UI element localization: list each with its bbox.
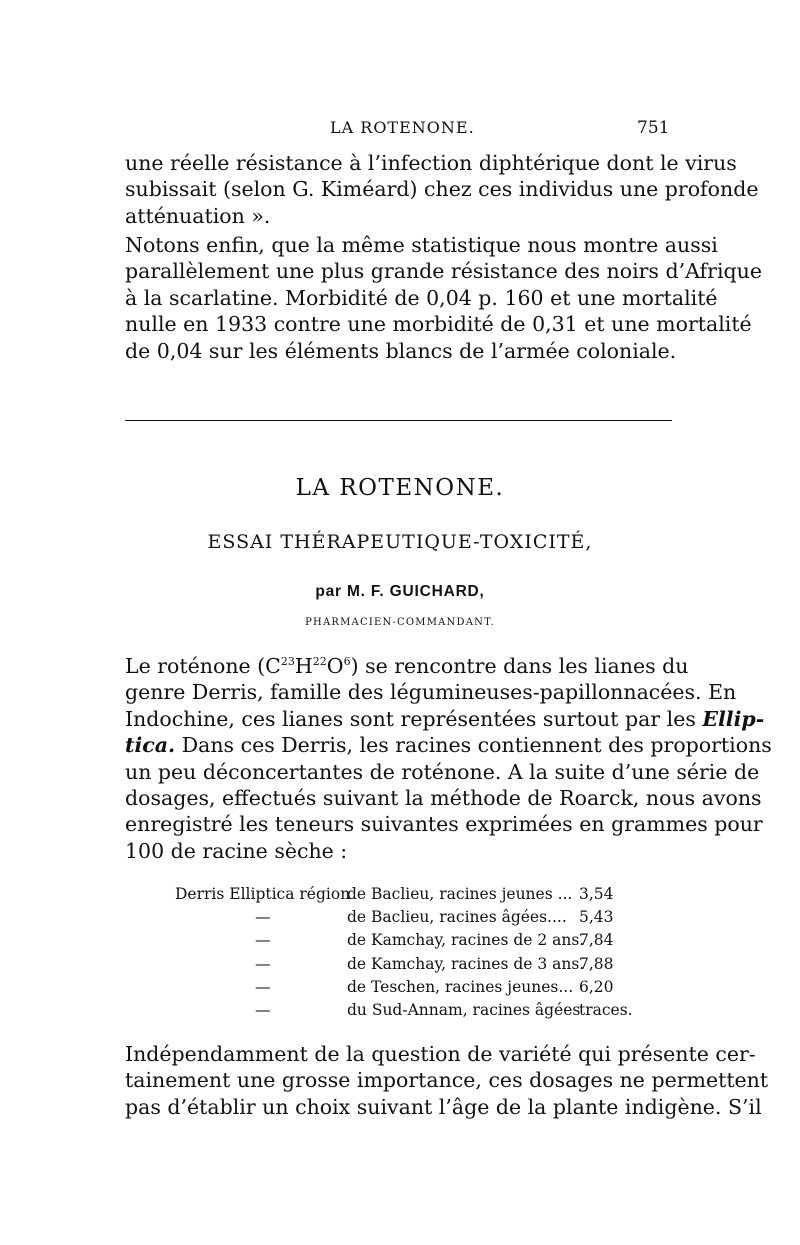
table-cell-value: 7,84: [579, 931, 614, 950]
text-line: subissait (selon G. Kiméard) chez ces individus une profonde: [125, 177, 759, 202]
text-line: nulle en 1933 contre une morbidité de 0,31 et une mortalité: [125, 312, 752, 337]
running-title: LA ROTENONE.: [330, 118, 475, 137]
table-cell-dash: —: [255, 908, 271, 927]
table-row: [175, 906, 635, 929]
text-line: atténuation ».: [125, 203, 271, 228]
table-cell-description: de Baclieu, racines âgées....: [347, 908, 567, 927]
text-fragment: Dans ces Derris, les racines contiennent des proportions: [175, 733, 772, 758]
text-line: tainement une grosse importance, ces dosages ne permettent: [125, 1068, 769, 1093]
text-fragment: Le roténone (C: [125, 654, 281, 678]
text-line: Indépendamment de la question de variété qui présente cer-: [125, 1042, 756, 1066]
section-divider: [125, 420, 672, 421]
text-line: [125, 732, 772, 758]
table-cell-description: de Baclieu, racines jeunes ...: [347, 885, 573, 903]
paragraph-diphtheria: [125, 150, 759, 229]
text-line: à la scarlatine. Morbidité de 0,04 p. 160 et une mortalité: [125, 285, 718, 310]
table-cell-description: de Teschen, racines jeunes...: [347, 977, 574, 996]
text-fragment: H: [294, 654, 313, 678]
text-fragment: O: [326, 654, 344, 678]
species-name: Ellip-: [702, 706, 765, 731]
rotenone-content-table: [175, 883, 635, 1022]
text-line: de 0,04 sur les éléments blancs de l’armée coloniale.: [125, 338, 677, 363]
page-number: 751: [637, 118, 670, 138]
table-cell-value: traces.: [579, 1000, 633, 1019]
text-line: une réelle résistance à l’infection diphtérique dont le virus: [125, 151, 737, 175]
text-fragment: Indochine, ces lianes sont représentées surtout par les: [125, 706, 703, 731]
text-line: genre Derris, famille des légumineuses-papillonnacées. En: [125, 680, 737, 705]
text-line: [125, 653, 689, 679]
text-line: un peu déconcertantes de roténone. A la suite d’une série de: [125, 759, 760, 784]
table-cell-dash: —: [255, 1000, 271, 1019]
text-line: parallèlement une plus grande résistance des noirs d’Afrique: [125, 259, 762, 284]
paragraph-rotenone-intro: [125, 653, 772, 864]
text-line: dosages, effectués suivant la méthode de Roarck, nous avons: [125, 786, 762, 811]
table-cell-value: 3,54: [579, 885, 614, 903]
article-subtitle: ESSAI THÉRAPEUTIQUE-TOXICITÉ,: [207, 531, 593, 553]
table-cell-value: 6,20: [579, 977, 614, 996]
table-row: [175, 929, 635, 952]
table-cell-value: 5,43: [579, 908, 614, 927]
text-line: enregistré les teneurs suivantes exprimées en grammes pour: [125, 812, 763, 837]
table-cell-dash: —: [255, 931, 271, 950]
table-cell-description: de Kamchay, racines de 3 ans.: [347, 954, 585, 973]
table-cell-dash: —: [255, 977, 271, 996]
table-cell-dash: —: [255, 954, 271, 973]
formula-subscript: 22: [312, 655, 327, 669]
formula-subscript: 23: [280, 655, 295, 669]
table-row: [175, 883, 635, 906]
table-row: [175, 953, 635, 976]
paragraph-scarlatine: [125, 232, 762, 364]
table-lead: Derris Elliptica région: [175, 885, 351, 903]
author-role: PHARMACIEN-COMMANDANT.: [305, 617, 495, 628]
table-cell-description: de Kamchay, racines de 2 ans.: [347, 931, 585, 950]
text-line: [125, 706, 765, 732]
text-line: Notons enfin, que la même statistique nous montre aussi: [125, 233, 718, 257]
text-fragment: ) se rencontre dans les lianes du: [350, 654, 689, 678]
table-cell-value: 7,88: [579, 954, 614, 973]
species-name: tica.: [125, 733, 176, 758]
table-row: [175, 976, 635, 999]
table-cell-description: du Sud-Annam, racines âgées: [347, 1000, 581, 1019]
formula-subscript: 6: [343, 655, 351, 669]
article-author: par M. F. GUICHARD,: [315, 583, 485, 600]
text-line: pas d’établir un choix suivant l’âge de la plante indigène. S’il: [125, 1094, 762, 1119]
article-title: LA ROTENONE.: [295, 475, 505, 501]
table-row: [175, 999, 635, 1022]
text-line: 100 de racine sèche :: [125, 838, 348, 863]
paragraph-discussion: [125, 1041, 769, 1120]
